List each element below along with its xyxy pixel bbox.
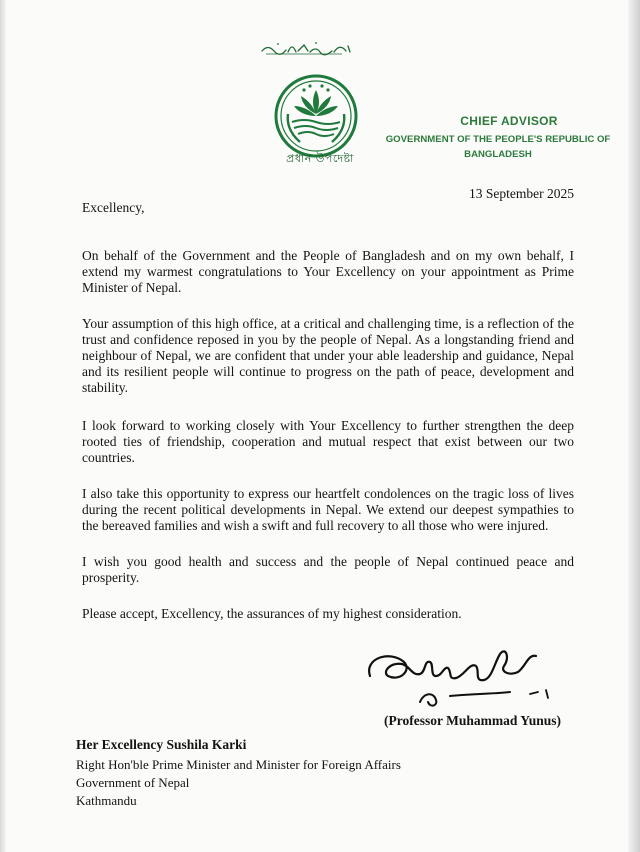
bismillah-calligraphy <box>258 40 354 56</box>
signatory-name: (Professor Muhammad Yunus) <box>384 713 562 728</box>
recipient-name: Her Excellency Sushila Karki <box>76 737 247 752</box>
emblem-caption: প্রধান উপদেষ্টা <box>286 152 354 165</box>
recipient-organization: Government of Nepal <box>76 775 190 790</box>
letterhead-block <box>378 114 618 162</box>
letterhead-subtitle-line2: BANGLADESH <box>464 149 532 160</box>
letterhead-title: CHIEF ADVISOR <box>460 114 558 128</box>
closing-line: Please accept, Excellency, the assurances of my highest consideration. <box>82 606 462 621</box>
body-paragraph-5: I wish you good health and success and the people of Nepal continued peace and prosperity. <box>82 554 574 585</box>
salutation: Excellency, <box>82 200 145 215</box>
handwritten-signature <box>360 636 586 716</box>
body-paragraph-2: Your assumption of this high office, at a critical and challenging time, is a reflection of the trust and confidence reposed in you by the people of Nepal. As a longstanding friend and neighbour of Nepal, we are confident that under your able leadership and guidance, Nepal and its resilient people will continue to progress on the path of peace, development and stability. <box>82 316 574 395</box>
recipient-block <box>76 734 401 810</box>
page-right-edge <box>628 0 640 852</box>
bangladesh-emblem-icon <box>274 74 358 158</box>
letter-date: 13 September 2025 <box>469 186 574 201</box>
recipient-city: Kathmandu <box>76 793 137 808</box>
page-left-edge <box>0 0 6 852</box>
body-paragraph-1: On behalf of the Government and the People of Bangladesh and on my own behalf, I extend my warmest congratulations to Your Excellency on your appointment as Prime Minister of Nepal. <box>82 248 574 295</box>
body-paragraph-4: I also take this opportunity to express our heartfelt condolences on the tragic loss of lives during the recent political developments in Nepal. We extend our deepest sympathies to the bereaved families and wish a swift and full recovery to all those who were injured. <box>82 486 574 533</box>
letterhead-subtitle-line1: GOVERNMENT OF THE PEOPLE'S REPUBLIC OF <box>385 134 611 145</box>
recipient-title: Right Hon'ble Prime Minister and Minister for Foreign Affairs <box>76 757 401 772</box>
body-paragraph-3: I look forward to working closely with Your Excellency to further strengthen the deep rooted ties of friendship, cooperation and mutual respect that exist between our two countries. <box>82 418 574 465</box>
letterhead-subtitle <box>378 132 618 162</box>
